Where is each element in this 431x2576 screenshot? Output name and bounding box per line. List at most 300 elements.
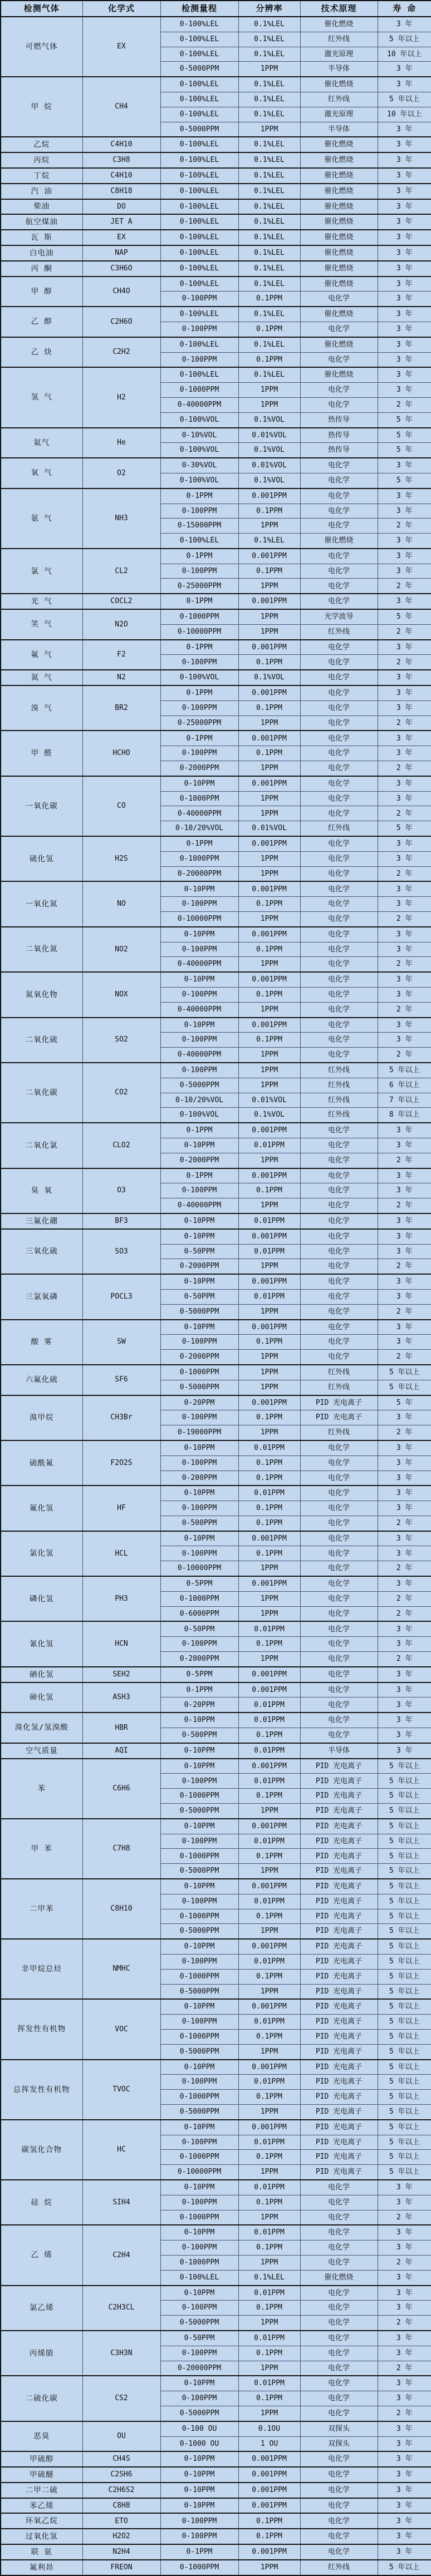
resolution-cell: 0.01PPM — [238, 2180, 300, 2195]
lifespan-cell: 5 年以上 — [378, 92, 431, 107]
lifespan-cell: 3 年 — [378, 2346, 431, 2361]
principle-cell: PID 光电离子 — [300, 1955, 378, 1970]
resolution-cell: 0.01PPM — [238, 1834, 300, 1849]
formula-cell: SW — [82, 1320, 160, 1365]
table-row — [1, 1274, 431, 1289]
resolution-cell: 0.1PPM — [238, 1849, 300, 1864]
lifespan-cell: 3 年 — [378, 2270, 431, 2285]
resolution-cell: 1PPM — [238, 761, 300, 776]
table-row — [1, 137, 431, 152]
principle-cell: 电化学 — [300, 1728, 378, 1743]
formula-cell: BF3 — [82, 1213, 160, 1229]
range-cell: 0-50PPM — [160, 1244, 238, 1259]
resolution-cell: 1PPM — [238, 383, 300, 398]
range-cell: 0-10/20%VOL — [160, 821, 238, 836]
range-cell: 0-100PPM — [160, 1410, 238, 1425]
principle-cell: 催化燃烧 — [300, 230, 378, 245]
lifespan-cell: 3 年 — [378, 1470, 431, 1486]
table-row — [1, 670, 431, 685]
resolution-cell: 0.1%LEL — [238, 137, 300, 152]
principle-cell: 电化学 — [300, 2301, 378, 2316]
range-cell: 0-10PPM — [160, 1999, 238, 2014]
principle-cell: 电化学 — [300, 2376, 378, 2391]
lifespan-cell: 5 年以上 — [378, 1969, 431, 1984]
resolution-cell: 0.1PPM — [238, 1728, 300, 1743]
resolution-cell: 1PPM — [238, 791, 300, 806]
principle-cell: PID 光电离子 — [300, 1894, 378, 1909]
resolution-cell: 1PPM — [238, 1652, 300, 1667]
resolution-cell: 0.01PPM — [238, 2015, 300, 2030]
range-cell: 0-5000PPM — [160, 1924, 238, 1939]
lifespan-cell: 3 年 — [378, 292, 431, 307]
lifespan-cell: 5 年以上 — [378, 1063, 431, 1078]
gas-name-cell: 挥发性有机物 — [1, 1999, 82, 2059]
principle-cell: PID 光电离子 — [300, 1804, 378, 1819]
principle-cell: PID 光电离子 — [300, 1834, 378, 1849]
resolution-cell: 0.01PPM — [238, 1621, 300, 1636]
lifespan-cell: 3 年 — [378, 2225, 431, 2240]
resolution-cell: 0.1%LEL — [238, 2270, 300, 2285]
lifespan-cell: 3 年 — [378, 2544, 431, 2560]
gas-name-cell: 乙烷 — [1, 137, 82, 152]
resolution-cell: 0.01PPM — [238, 1486, 300, 1501]
lifespan-cell: 5 年以上 — [378, 1939, 431, 1954]
gas-name-cell: 空气质量 — [1, 1743, 82, 1759]
lifespan-cell: 3 年 — [378, 2483, 431, 2498]
principle-cell: 电化学 — [300, 397, 378, 412]
range-cell: 0-1000PPM — [160, 791, 238, 806]
principle-cell: 红外线 — [300, 1108, 378, 1123]
range-cell: 0-1000PPM — [160, 851, 238, 866]
principle-cell: 红外线 — [300, 2560, 378, 2575]
principle-cell: 电化学 — [300, 957, 378, 972]
resolution-cell: 1PPM — [238, 2361, 300, 2376]
principle-cell: 电化学 — [300, 761, 378, 776]
principle-cell: 电化学 — [300, 1713, 378, 1728]
range-cell: 0-100%LEL — [160, 152, 238, 168]
table-row — [1, 549, 431, 564]
range-cell: 0-10PPM — [160, 2060, 238, 2075]
range-cell: 0-100PPM — [160, 2346, 238, 2361]
table-row — [1, 927, 431, 942]
lifespan-cell: 7 年以上 — [378, 1093, 431, 1108]
formula-cell: NMHC — [82, 1939, 160, 1999]
lifespan-cell: 5 年 — [378, 412, 431, 427]
formula-cell: PH3 — [82, 1576, 160, 1621]
principle-cell: 电化学 — [300, 549, 378, 564]
lifespan-cell: 3 年 — [378, 2376, 431, 2391]
formula-cell: C8H10 — [82, 1879, 160, 1939]
table-row — [1, 685, 431, 700]
lifespan-cell: 3 年 — [378, 851, 431, 866]
range-cell: 0-100%LEL — [160, 184, 238, 199]
principle-cell: 红外线 — [300, 1380, 378, 1395]
resolution-cell: 0.001PPM — [238, 776, 300, 791]
range-cell: 0-500PPM — [160, 1728, 238, 1743]
lifespan-cell: 6 年以上 — [378, 1078, 431, 1093]
principle-cell: 电化学 — [300, 806, 378, 821]
formula-cell: C3H6O — [82, 261, 160, 277]
principle-cell: PID 光电离子 — [300, 1999, 378, 2014]
col-header-principle: 技术原理 — [300, 1, 378, 17]
table-row — [1, 245, 431, 261]
lifespan-cell: 3 年 — [378, 731, 431, 746]
range-cell: 0-100PPM — [160, 2135, 238, 2150]
gas-name-cell: 二甲苯 — [1, 1879, 82, 1939]
lifespan-cell: 5 年 — [378, 473, 431, 488]
range-cell: 0-100%LEL — [160, 261, 238, 277]
lifespan-cell: 2 年 — [378, 519, 431, 534]
resolution-cell: 0.001PPM — [238, 2483, 300, 2498]
range-cell: 0-5000PPM — [160, 1984, 238, 1999]
table-row — [1, 609, 431, 624]
resolution-cell: 0.1PPM — [238, 746, 300, 761]
gas-name-cell: 砷化氢 — [1, 1682, 82, 1713]
formula-cell: JET A — [82, 214, 160, 230]
gas-name-cell: 白电油 — [1, 245, 82, 261]
table-row — [1, 1743, 431, 1759]
lifespan-cell: 3 年 — [378, 1621, 431, 1636]
range-cell: 0-40000PPM — [160, 806, 238, 821]
range-cell: 0-100PPM — [160, 2075, 238, 2090]
range-cell: 0-50PPM — [160, 2331, 238, 2346]
resolution-cell: 0.001PPM — [238, 2544, 300, 2560]
lifespan-cell: 3 年 — [378, 122, 431, 137]
gas-name-cell: 氯 气 — [1, 549, 82, 594]
resolution-cell: 0.001PPM — [238, 2451, 300, 2467]
principle-cell: 电化学 — [300, 2513, 378, 2529]
principle-cell: 催化燃烧 — [300, 199, 378, 215]
table-row — [1, 1576, 431, 1591]
range-cell: 0-1000PPM — [160, 2150, 238, 2165]
principle-cell: PID 光电离子 — [300, 2075, 378, 2090]
table-row — [1, 1999, 431, 2014]
principle-cell: PID 光电离子 — [300, 2104, 378, 2119]
resolution-cell: 1PPM — [238, 715, 300, 731]
principle-cell: 电化学 — [300, 1183, 378, 1198]
gas-name-cell: 非甲烷总烃 — [1, 1939, 82, 1999]
lifespan-cell: 3 年 — [378, 746, 431, 761]
resolution-cell: 0.1PPM — [238, 1501, 300, 1516]
gas-name-cell: 丙烷 — [1, 152, 82, 168]
range-cell: 0-100%LEL — [160, 230, 238, 245]
resolution-cell: 0.1PPM — [238, 1183, 300, 1198]
lifespan-cell: 3 年 — [378, 2451, 431, 2467]
range-cell: 0-1PPM — [160, 1123, 238, 1138]
table-row — [1, 2483, 431, 2498]
resolution-cell: 0.001PPM — [238, 1999, 300, 2014]
table-row — [1, 277, 431, 292]
principle-cell: PID 光电离子 — [300, 1864, 378, 1879]
range-cell: 0-1PPM — [160, 594, 238, 609]
range-cell: 0-100PPM — [160, 2195, 238, 2210]
formula-cell: C3H8 — [82, 152, 160, 168]
resolution-cell: 0.01PPM — [238, 2376, 300, 2391]
gas-name-cell: 氨 气 — [1, 488, 82, 549]
principle-cell: 电化学 — [300, 897, 378, 912]
gas-name-cell: 甲硫醚 — [1, 2467, 82, 2483]
formula-cell: C2H6S2 — [82, 2483, 160, 2498]
formula-cell: CH4O — [82, 277, 160, 307]
table-row — [1, 881, 431, 896]
principle-cell: 电化学 — [300, 594, 378, 609]
range-cell: 0-5000PPM — [160, 1804, 238, 1819]
lifespan-cell: 3 年 — [378, 2467, 431, 2483]
resolution-cell: 0.1%LEL — [238, 168, 300, 184]
formula-cell: C2SH6 — [82, 2467, 160, 2483]
resolution-cell: 0.001PPM — [238, 731, 300, 746]
principle-cell: PID 光电离子 — [300, 1969, 378, 1984]
range-cell: 0-10PPM — [160, 2180, 238, 2195]
lifespan-cell: 5 年以上 — [378, 1984, 431, 1999]
lifespan-cell: 5 年以上 — [378, 1864, 431, 1879]
principle-cell: 电化学 — [300, 2286, 378, 2301]
resolution-cell: 0.1%LEL — [238, 307, 300, 322]
table-row — [1, 1229, 431, 1244]
resolution-cell: 0.1PPM — [238, 1516, 300, 1531]
principle-cell: 热传导 — [300, 428, 378, 443]
principle-cell: 电化学 — [300, 2529, 378, 2544]
gas-name-cell: 二氧化氯 — [1, 1123, 82, 1168]
principle-cell: 电化学 — [300, 322, 378, 337]
principle-cell: PID 光电离子 — [300, 2015, 378, 2030]
principle-cell: 电化学 — [300, 2180, 378, 2195]
principle-cell: 电化学 — [300, 1018, 378, 1033]
lifespan-cell: 3 年 — [378, 2195, 431, 2210]
lifespan-cell: 5 年以上 — [378, 2075, 431, 2090]
gas-name-cell: 丁烷 — [1, 168, 82, 184]
resolution-cell: 0.1PPM — [238, 1637, 300, 1652]
gas-name-cell: 环氧乙烷 — [1, 2513, 82, 2529]
range-cell: 0-100PPM — [160, 988, 238, 1003]
gas-name-cell: 甲 烷 — [1, 77, 82, 137]
formula-cell: SO2 — [82, 1018, 160, 1063]
formula-cell: CS2 — [82, 2376, 160, 2421]
lifespan-cell: 3 年 — [378, 184, 431, 199]
resolution-cell: 1PPM — [238, 1063, 300, 1078]
principle-cell: 催化燃烧 — [300, 214, 378, 230]
resolution-cell: 0.01PPM — [238, 1743, 300, 1759]
lifespan-cell: 5 年以上 — [378, 1834, 431, 1849]
range-cell: 0-100%VOL — [160, 473, 238, 488]
formula-cell: N2H4 — [82, 2544, 160, 2560]
range-cell: 0-100PPM — [160, 1455, 238, 1470]
resolution-cell: 1PPM — [238, 1924, 300, 1939]
formula-cell: He — [82, 428, 160, 458]
principle-cell: 电化学 — [300, 2406, 378, 2421]
principle-cell: PID 光电离子 — [300, 1410, 378, 1425]
resolution-cell: 1PPM — [238, 2255, 300, 2270]
resolution-cell: 0.01PPM — [238, 1697, 300, 1713]
lifespan-cell: 3 年 — [378, 2498, 431, 2514]
lifespan-cell: 2 年 — [378, 1350, 431, 1365]
table-row — [1, 2451, 431, 2467]
gas-name-cell: 一氧化碳 — [1, 776, 82, 836]
formula-cell: C3H3N — [82, 2331, 160, 2376]
gas-name-cell: 过氧化氢 — [1, 2529, 82, 2544]
resolution-cell: 0.001PPM — [238, 1395, 300, 1410]
gas-name-cell: 乙 炔 — [1, 337, 82, 368]
principle-cell: 电化学 — [300, 1697, 378, 1713]
range-cell: 0-1PPM — [160, 731, 238, 746]
resolution-cell: 1PPM — [238, 62, 300, 77]
range-cell: 0-1PPM — [160, 1168, 238, 1183]
lifespan-cell: 3 年 — [378, 2331, 431, 2346]
lifespan-cell: 3 年 — [378, 927, 431, 942]
table-row — [1, 1320, 431, 1335]
principle-cell: PID 光电离子 — [300, 1924, 378, 1939]
resolution-cell: 0.1%LEL — [238, 77, 300, 92]
principle-cell: 电化学 — [300, 851, 378, 866]
principle-cell: 催化燃烧 — [300, 168, 378, 184]
formula-cell: CH3Br — [82, 1395, 160, 1440]
lifespan-cell: 3 年 — [378, 2421, 431, 2436]
lifespan-cell: 5 年以上 — [378, 2150, 431, 2165]
resolution-cell: 0.001PPM — [238, 549, 300, 564]
formula-cell: H2S — [82, 836, 160, 881]
col-header-gas: 检测气体 — [1, 1, 82, 17]
range-cell: 0-10PPM — [160, 927, 238, 942]
range-cell: 0-100%VOL — [160, 670, 238, 685]
lifespan-cell: 3 年 — [378, 988, 431, 1003]
range-cell: 0-1PPM — [160, 1682, 238, 1697]
range-cell: 0-100PPM — [160, 352, 238, 367]
principle-cell: 半导体 — [300, 122, 378, 137]
table-row — [1, 640, 431, 655]
range-cell: 0-100PPM — [160, 746, 238, 761]
principle-cell: 电化学 — [300, 1335, 378, 1350]
resolution-cell: 1PPM — [238, 1153, 300, 1168]
resolution-cell: 0.1%VOL — [238, 443, 300, 458]
range-cell: 0-5PPM — [160, 1667, 238, 1682]
principle-cell: 催化燃烧 — [300, 337, 378, 352]
table-row — [1, 1168, 431, 1183]
gas-name-cell: 溴化氢/氢溴酸 — [1, 1713, 82, 1743]
resolution-cell: 1PPM — [238, 957, 300, 972]
range-cell: 0-5000PPM — [160, 1380, 238, 1395]
resolution-cell: 1 OU — [238, 2436, 300, 2451]
principle-cell: 电化学 — [300, 866, 378, 881]
principle-cell: 电化学 — [300, 2346, 378, 2361]
formula-cell: HCL — [82, 1531, 160, 1576]
lifespan-cell: 3 年 — [378, 152, 431, 168]
range-cell: 0-1000PPM — [160, 1591, 238, 1606]
table-row — [1, 2467, 431, 2483]
range-cell: 0-10PPM — [160, 2451, 238, 2467]
table-row — [1, 2421, 431, 2436]
principle-cell: 电化学 — [300, 746, 378, 761]
range-cell: 0-100PPM — [160, 564, 238, 579]
resolution-cell: 0.1PPM — [238, 1335, 300, 1350]
resolution-cell: 0.1PPM — [238, 2150, 300, 2165]
resolution-cell: 0.1PPM — [238, 700, 300, 715]
lifespan-cell: 3 年 — [378, 322, 431, 337]
resolution-cell: 0.1%LEL — [238, 184, 300, 199]
lifespan-cell: 3 年 — [378, 791, 431, 806]
principle-cell: 电化学 — [300, 2225, 378, 2240]
lifespan-cell: 3 年 — [378, 881, 431, 896]
resolution-cell: 0.1%LEL — [238, 277, 300, 292]
range-cell: 0-10PPM — [160, 1713, 238, 1728]
lifespan-cell: 5 年以上 — [378, 2104, 431, 2119]
range-cell: 0-1000PPM — [160, 2255, 238, 2270]
resolution-cell: 0.1PPM — [238, 1410, 300, 1425]
resolution-cell: 0.1%LEL — [238, 32, 300, 47]
lifespan-cell: 3 年 — [378, 776, 431, 791]
lifespan-cell: 3 年 — [378, 1138, 431, 1153]
formula-cell: ASH3 — [82, 1682, 160, 1713]
principle-cell: 电化学 — [300, 2255, 378, 2270]
principle-cell: 电化学 — [300, 1652, 378, 1667]
principle-cell: 电化学 — [300, 1576, 378, 1591]
resolution-cell: 0.001PPM — [238, 2060, 300, 2075]
lifespan-cell: 5 年以上 — [378, 2090, 431, 2105]
resolution-cell: 0.1%LEL — [238, 47, 300, 62]
principle-cell: 电化学 — [300, 1470, 378, 1486]
range-cell: 0-100PPM — [160, 1335, 238, 1350]
gas-name-cell: 硒化氢 — [1, 1667, 82, 1682]
principle-cell: 红外线 — [300, 1078, 378, 1093]
principle-cell: 催化燃烧 — [300, 137, 378, 152]
gas-name-cell: 光 气 — [1, 594, 82, 609]
resolution-cell: 0.1PPM — [238, 2529, 300, 2544]
resolution-cell: 0.001PPM — [238, 2467, 300, 2483]
resolution-cell: 1PPM — [238, 912, 300, 927]
lifespan-cell: 5 年 — [378, 821, 431, 836]
resolution-cell: 0.1%VOL — [238, 473, 300, 488]
resolution-cell: 1PPM — [238, 1048, 300, 1063]
range-cell: 0-1PPM — [160, 549, 238, 564]
table-row — [1, 1682, 431, 1697]
range-cell: 0-10%VOL — [160, 428, 238, 443]
lifespan-cell: 5 年 — [378, 609, 431, 624]
range-cell: 0-1PPM — [160, 836, 238, 851]
range-cell: 0-5000PPM — [160, 1304, 238, 1319]
table-row — [1, 776, 431, 791]
table-row — [1, 77, 431, 92]
range-cell: 0-1000PPM — [160, 609, 238, 624]
gas-name-cell: 氧 气 — [1, 458, 82, 488]
range-cell: 0-1PPM — [160, 685, 238, 700]
lifespan-cell: 3 年 — [378, 199, 431, 215]
range-cell: 0-25000PPM — [160, 579, 238, 594]
principle-cell: 半导体 — [300, 62, 378, 77]
resolution-cell: 1PPM — [238, 1365, 300, 1380]
principle-cell: 红外线 — [300, 1093, 378, 1108]
range-cell: 0-100%LEL — [160, 168, 238, 184]
principle-cell: 电化学 — [300, 1501, 378, 1516]
formula-cell: C4H10 — [82, 137, 160, 152]
range-cell: 0-10000PPM — [160, 1561, 238, 1576]
resolution-cell: 0.01PPM — [238, 1955, 300, 1970]
lifespan-cell: 2 年 — [378, 2255, 431, 2270]
principle-cell: 电化学 — [300, 836, 378, 851]
principle-cell: 催化燃烧 — [300, 2270, 378, 2285]
gas-name-cell: 溴 气 — [1, 685, 82, 731]
gas-name-cell: 三氯氧磷 — [1, 1274, 82, 1319]
resolution-cell: 0.1PPM — [238, 1455, 300, 1470]
gas-name-cell: 碳氢化合物 — [1, 2120, 82, 2180]
range-cell: 0-1000 OU — [160, 2436, 238, 2451]
principle-cell: 电化学 — [300, 640, 378, 655]
resolution-cell: 0.01PPM — [238, 1894, 300, 1909]
lifespan-cell: 2 年 — [378, 1425, 431, 1440]
resolution-cell: 0.001PPM — [238, 927, 300, 942]
gas-name-cell: 笑 气 — [1, 609, 82, 640]
resolution-cell: 0.001PPM — [238, 1274, 300, 1289]
gas-name-cell: 硫酰氟 — [1, 1440, 82, 1486]
range-cell: 0-500PPM — [160, 1516, 238, 1531]
